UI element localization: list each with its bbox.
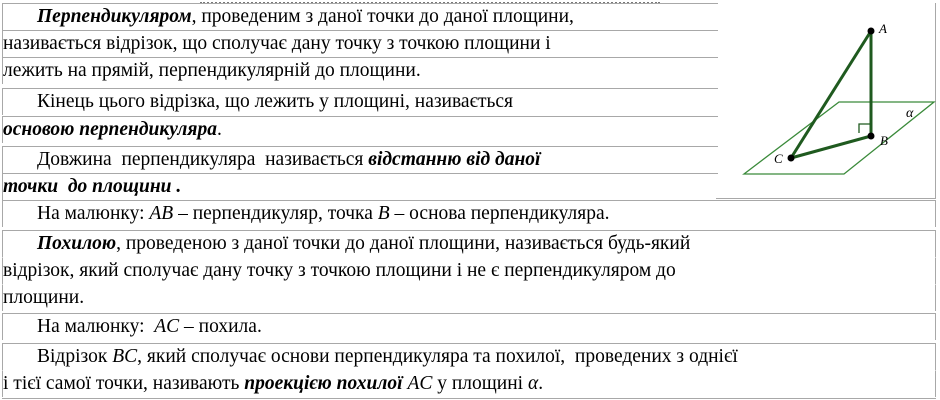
label-a: A — [879, 21, 887, 36]
segment-ac-label-2: AC — [407, 373, 433, 394]
perpendicular-def-line-1 — [2, 3, 718, 30]
text: . — [216, 119, 222, 140]
point-b-label: B — [377, 203, 390, 224]
projection-def-line-1 — [2, 343, 936, 370]
term-oblique: Похилою — [37, 233, 117, 254]
label-plane: α — [906, 106, 914, 121]
term-base: основою перпендикуляра — [3, 119, 217, 140]
oblique-def-line-3 — [2, 284, 936, 311]
oblique-def-line-2 — [2, 257, 936, 284]
perpendicular-def-line-2 — [2, 30, 718, 57]
plane-alpha-label: α — [527, 373, 539, 394]
text: у площині — [432, 373, 528, 394]
text: Довжина перпендикуляра називається — [37, 149, 369, 170]
point-a — [868, 28, 875, 35]
term-perpendicular: Перпендикуляром — [37, 6, 192, 27]
text: лежить на прямій, перпендикулярній до площини. — [3, 60, 421, 81]
oblique-def-line-1 — [2, 230, 936, 257]
text: На малюнку: — [37, 316, 155, 337]
point-c — [788, 155, 795, 162]
base-def-line-2 — [2, 116, 718, 143]
table-bottom-border — [2, 398, 936, 399]
text: , проведеною з даної точки до даної площини, називається будь-який — [116, 233, 691, 254]
text: , проведеним з даної точки до даної площини, — [191, 6, 574, 27]
segment-ab-label: AB — [149, 203, 174, 224]
label-c: C — [774, 151, 783, 166]
text: Відрізок — [37, 346, 113, 367]
distance-def-line-2 — [2, 173, 718, 200]
text: . — [538, 373, 544, 394]
text: Кінець цього відрізка, що лежить у площині, називається — [37, 91, 513, 112]
text: називається відрізок, що сполучає дану точку з точкою площини і — [3, 33, 551, 54]
text: відрізок, який сполучає дану точку з точкою площини і не є перпендикуляром до — [3, 260, 676, 281]
perpendicular-figure — [716, 3, 936, 199]
term-distance-cont: точки до площини — [3, 176, 172, 197]
text: . — [171, 176, 182, 197]
term-distance: відстанню від даної — [368, 149, 541, 170]
figure-note-1 — [2, 200, 936, 227]
text: – похила. — [179, 316, 262, 337]
text: площини. — [3, 287, 85, 308]
right-angle-mark — [859, 124, 871, 133]
label-b: B — [880, 133, 888, 148]
segment-ac-label: AC — [154, 316, 180, 337]
text: , який сполучає основи перпендикуляра та похилої, проведених з однієї — [137, 346, 738, 367]
term-projection: проекцією похилої — [244, 373, 403, 394]
text: і тієї самої точки, називають — [3, 373, 245, 394]
figure-note-2 — [2, 313, 936, 340]
text: На малюнку: — [37, 203, 150, 224]
base-def-line-1 — [2, 88, 718, 115]
distance-def-line-1 — [2, 146, 718, 173]
point-b — [868, 133, 875, 140]
text: – основа перпендикуляра. — [389, 203, 610, 224]
text: – перпендикуляр, точка — [173, 203, 378, 224]
segment-bc-label: BC — [112, 346, 138, 367]
figure-panel — [716, 3, 936, 199]
projection-def-line-2 — [2, 370, 936, 397]
perpendicular-def-line-3 — [2, 57, 718, 84]
